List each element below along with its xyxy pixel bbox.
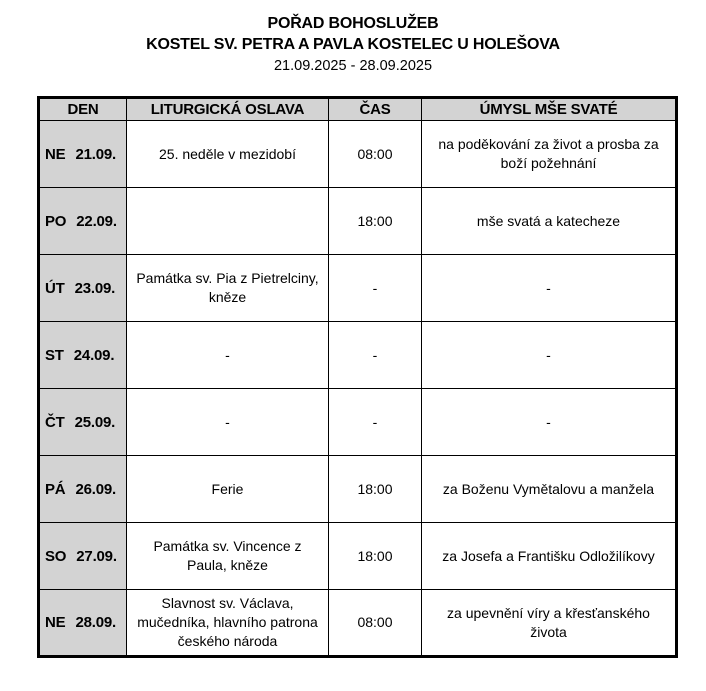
schedule-table <box>37 96 678 658</box>
liturgy-cell: - <box>127 322 329 389</box>
column-header-umysl-mse-svate: ÚMYSL MŠE SVATÉ <box>422 98 677 121</box>
day-abbrev: ÚT <box>45 279 65 297</box>
time-cell: 18:00 <box>329 188 422 255</box>
day-cell <box>39 523 127 590</box>
liturgy-cell: 25. neděle v mezidobí <box>127 121 329 188</box>
day-abbrev: ST <box>45 346 64 364</box>
time-cell: 18:00 <box>329 456 422 523</box>
day-cell <box>39 121 127 188</box>
table-row <box>39 389 677 456</box>
intention-cell: mše svatá a katecheze <box>422 188 677 255</box>
table-row <box>39 590 677 657</box>
intention-cell: za Boženu Vymětalovu a manžela <box>422 456 677 523</box>
time-cell: 08:00 <box>329 121 422 188</box>
day-date: 25.09. <box>74 413 116 431</box>
document-header <box>0 0 706 77</box>
time-cell: - <box>329 389 422 456</box>
day-date: 27.09. <box>76 547 117 565</box>
day-cell <box>39 590 127 657</box>
day-cell <box>39 188 127 255</box>
table-row <box>39 456 677 523</box>
intention-cell: - <box>422 255 677 322</box>
intention-cell: za Josefa a Františku Odložilíkovy <box>422 523 677 590</box>
column-header-cas: ČAS <box>329 98 422 121</box>
column-header-liturgicka-oslava: LITURGICKÁ OSLAVA <box>127 98 329 121</box>
table-row <box>39 121 677 188</box>
page-title: POŘAD BOHOSLUŽEB <box>267 15 439 32</box>
day-date: 26.09. <box>75 480 116 498</box>
day-cell <box>39 389 127 456</box>
day-cell <box>39 255 127 322</box>
page-subtitle: KOSTEL SV. PETRA A PAVLA KOSTELEC U HOLEŠOVA <box>146 36 560 53</box>
intention-cell: na poděkování za život a prosba za boží požehnání <box>422 121 677 188</box>
intention-cell: za upevnění víry a křesťanského života <box>422 590 677 657</box>
time-cell: - <box>329 322 422 389</box>
table-header-row <box>39 98 677 121</box>
time-cell: - <box>329 255 422 322</box>
time-cell: 18:00 <box>329 523 422 590</box>
intention-cell: - <box>422 322 677 389</box>
intention-cell: - <box>422 389 677 456</box>
day-date: 24.09. <box>73 346 115 364</box>
day-date: 28.09. <box>75 614 116 631</box>
column-header-den: DEN <box>39 98 127 121</box>
day-abbrev: SO <box>45 547 67 565</box>
day-cell <box>39 322 127 389</box>
liturgy-cell: Památka sv. Vincence z Paula, kněze <box>127 523 329 590</box>
day-abbrev: PO <box>45 212 67 230</box>
time-cell: 08:00 <box>329 590 422 657</box>
table-row <box>39 523 677 590</box>
day-date: 22.09. <box>76 212 117 230</box>
date-range: 21.09.2025 - 28.09.2025 <box>273 58 433 74</box>
table-row <box>39 322 677 389</box>
day-abbrev: NE <box>45 145 66 163</box>
day-abbrev: NE <box>45 614 66 631</box>
table-row <box>39 188 677 255</box>
liturgy-cell: Slavnost sv. Václava, mučedníka, hlavního patrona českého národa <box>127 590 329 657</box>
liturgy-cell: Památka sv. Pia z Pietrelciny, kněze <box>127 255 329 322</box>
table-row <box>39 255 677 322</box>
day-abbrev: PÁ <box>45 480 66 498</box>
liturgy-cell: Ferie <box>127 456 329 523</box>
liturgy-cell: - <box>127 389 329 456</box>
day-date: 21.09. <box>75 145 116 163</box>
day-date: 23.09. <box>74 279 116 297</box>
liturgy-cell <box>127 188 329 255</box>
day-cell <box>39 456 127 523</box>
day-abbrev: ČT <box>45 413 65 431</box>
